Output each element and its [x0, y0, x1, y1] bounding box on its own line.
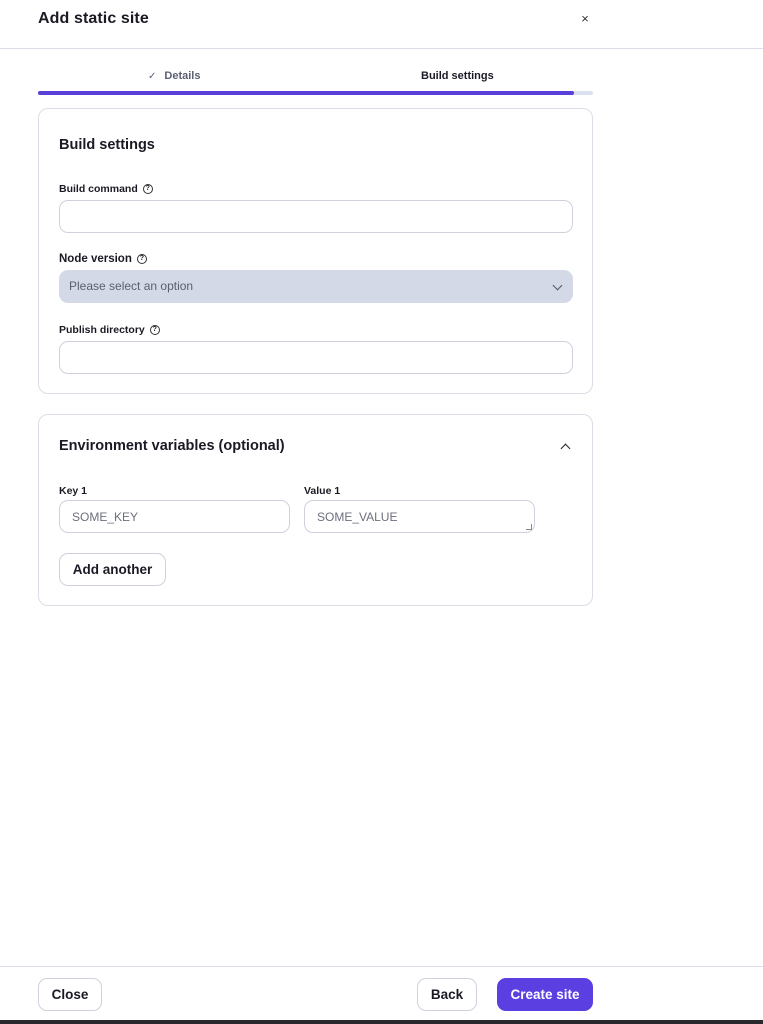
chevron-up-icon[interactable] [561, 444, 571, 454]
build-command-label [59, 183, 153, 195]
publish-directory-input[interactable] [59, 341, 573, 374]
environment-variables-card [38, 414, 593, 606]
modal-header [0, 0, 763, 49]
close-button[interactable]: Close [38, 978, 102, 1011]
environment-variables-title: Environment variables (optional) [59, 438, 285, 454]
check-icon: ✓ [148, 71, 157, 82]
step-build-settings: Build settings [421, 70, 494, 82]
window-bottom-edge [0, 1020, 763, 1024]
build-settings-title: Build settings [59, 137, 155, 153]
resize-grip-icon[interactable] [526, 524, 532, 530]
build-command-label-text: Build command [59, 183, 138, 195]
create-site-button[interactable]: Create site [497, 978, 593, 1011]
node-version-select[interactable] [59, 270, 573, 303]
value-label: Value 1 [304, 485, 341, 497]
node-version-selected: Please select an option [69, 279, 194, 293]
question-circle-icon[interactable]: ? [143, 184, 153, 194]
chevron-down-icon [553, 281, 563, 291]
modal-title: Add static site [38, 10, 149, 27]
question-circle-icon[interactable]: ? [150, 325, 160, 335]
progress-fill [38, 91, 574, 95]
publish-directory-label-text: Publish directory [59, 324, 145, 336]
back-button[interactable]: Back [417, 978, 477, 1011]
add-another-button[interactable]: Add another [59, 553, 166, 586]
question-circle-icon[interactable]: ? [137, 254, 147, 264]
stepper [38, 62, 593, 96]
step-details[interactable] [148, 70, 200, 82]
key-label: Key 1 [59, 485, 88, 497]
close-icon[interactable]: × [581, 11, 589, 26]
node-version-label [59, 253, 147, 265]
build-command-input[interactable] [59, 200, 573, 233]
node-version-label-text: Node version [59, 253, 132, 265]
step-details-label: Details [164, 70, 201, 82]
progress-track [38, 91, 593, 95]
env-value-wrapper [304, 500, 535, 533]
env-key-input[interactable] [59, 500, 290, 533]
build-settings-card [38, 108, 593, 394]
publish-directory-label [59, 324, 160, 336]
env-value-input[interactable] [304, 500, 535, 533]
modal-footer [0, 966, 763, 1020]
